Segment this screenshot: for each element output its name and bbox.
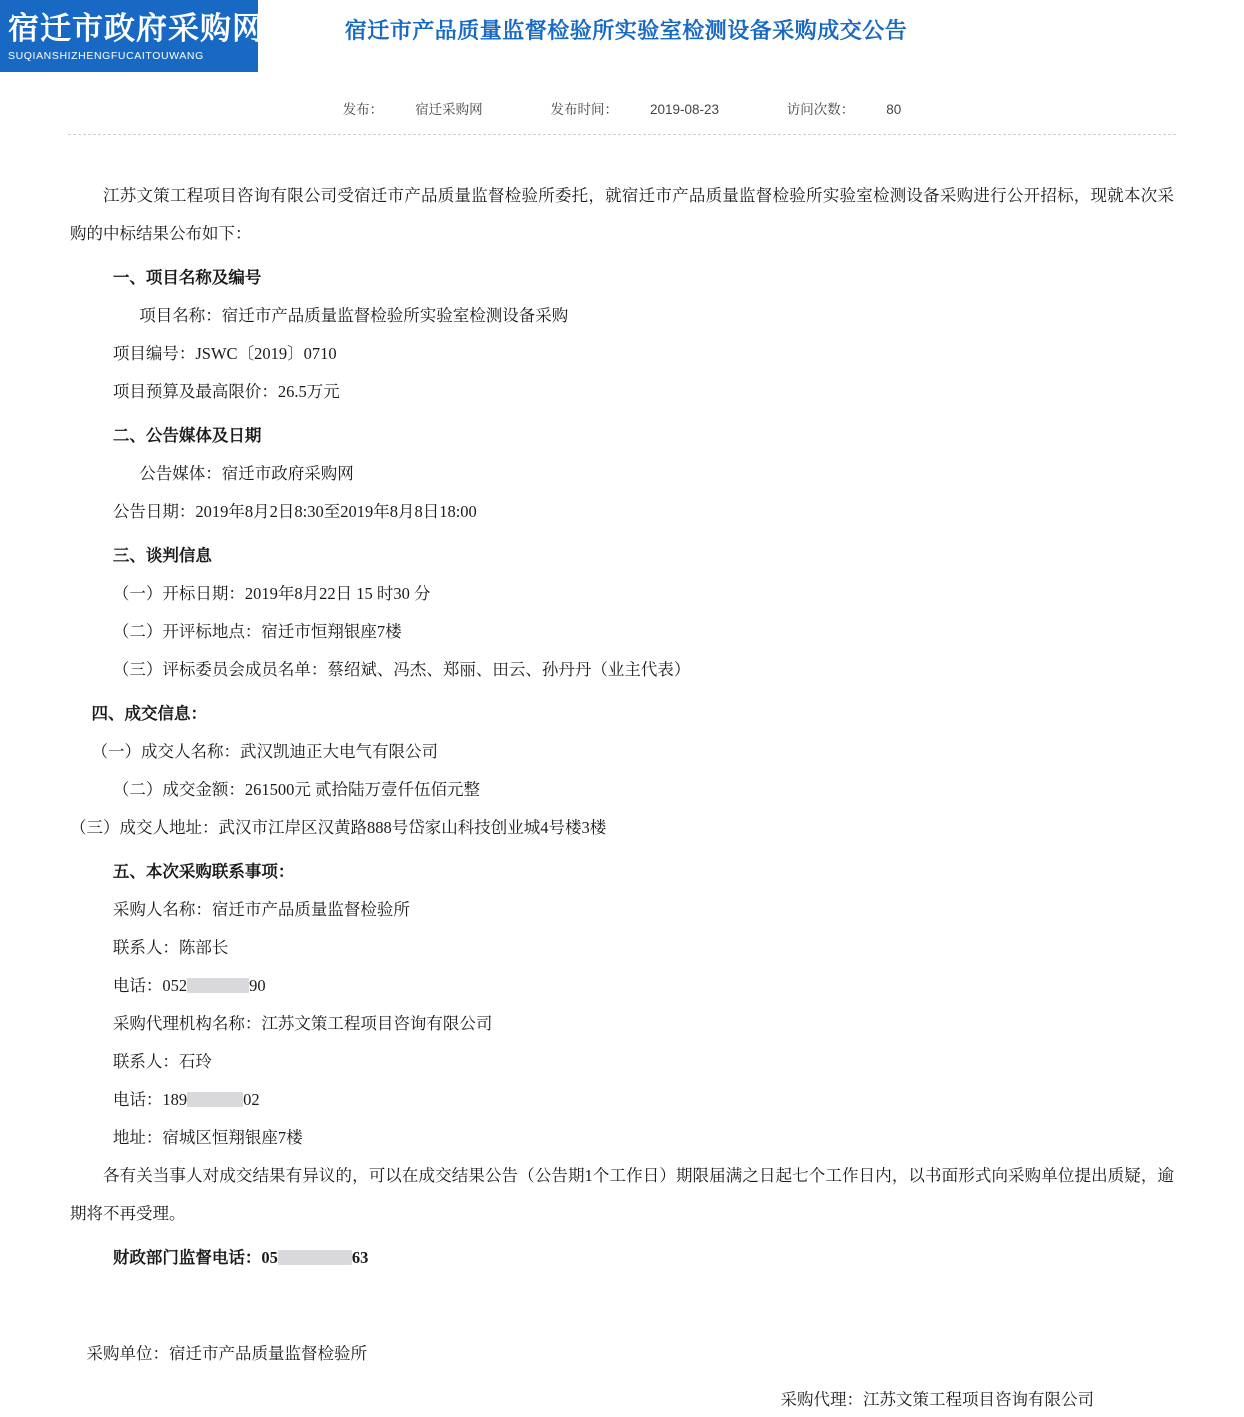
footer-agent-value: 江苏文策工程项目咨询有限公司: [863, 1390, 1094, 1409]
site-logo[interactable]: [0, 0, 264, 72]
buyer-contact-label: 联系人：: [112, 938, 179, 957]
redacted-block-icon: [187, 978, 249, 993]
site-logo-title: 宿迁市政府采购网: [8, 10, 264, 46]
footer-agent-label: 采购代理：: [780, 1390, 863, 1409]
meta-publisher: [327, 102, 499, 117]
meta-views-value: 80: [886, 102, 902, 117]
winner-amount: （二）成交金额：261500元 贰拾陆万壹仟伍佰元整: [112, 780, 481, 799]
winner-address: （三）成交人地址：武汉市江岸区汉黄路888号岱家山科技创业城4号楼3楼: [70, 818, 607, 837]
bid-open-date: （一）开标日期：2019年8月22日 15 时30 分: [112, 584, 431, 603]
agency-phone-suffix: 02: [243, 1090, 260, 1109]
article-body: [0, 135, 1244, 1297]
objection-paragraph: 各有关当事人对成交结果有异议的，可以在成交结果公告（公告期1个工作日）期限届满之日起七个工作日内，以书面形式向采购单位提出质疑，逾期将不再受理。: [70, 1166, 1174, 1223]
buyer-name: 采购人名称：宿迁市产品质量监督检验所: [112, 900, 410, 919]
meta-views: [771, 102, 918, 117]
article-meta: [0, 76, 1244, 134]
supervise-phone-label: 财政部门监督电话：: [112, 1248, 262, 1267]
agency-phone-prefix: 189: [162, 1090, 188, 1109]
announce-date: 公告日期：2019年8月2日8:30至2019年8月8日18:00: [112, 502, 477, 521]
page-header: [0, 0, 1244, 76]
buyer-contact-value: 陈部长: [178, 938, 229, 957]
footer-buyer: [70, 1337, 1174, 1371]
winner-name: （一）成交人名称：武汉凯迪正大电气有限公司: [91, 742, 438, 761]
meta-publisher-label: 发布：: [342, 102, 384, 117]
lead-paragraph: 江苏文策工程项目咨询有限公司受宿迁市产品质量监督检验所委托，就宿迁市产品质量监督检验所实验室检测设备采购进行公开招标，现就本次采购的中标结果公布如下：: [70, 186, 1174, 243]
site-logo-pinyin: SUQIANSHIZHENGFUCAITOUWANG: [8, 49, 204, 62]
project-name: 项目名称：宿迁市产品质量监督检验所实验室检测设备采购: [139, 306, 569, 325]
agency-contact-label: 联系人：: [112, 1052, 179, 1071]
agency-phone-label: 电话：: [112, 1090, 163, 1109]
agency-address-label: 地址：: [112, 1128, 163, 1147]
footer-buyer-label: 采购单位：: [86, 1344, 169, 1363]
agency-name: 采购代理机构名称：江苏文策工程项目咨询有限公司: [112, 1014, 493, 1033]
section-2-title: 二、公告媒体及日期: [112, 426, 262, 445]
supervise-phone: [70, 1239, 1174, 1277]
buyer-phone: [70, 967, 1174, 1005]
buyer-contact: [70, 929, 1174, 967]
agency-contact: [70, 1043, 1174, 1081]
agency-phone: [70, 1081, 1174, 1119]
bid-open-place: （二）开评标地点：宿迁市恒翔银座7楼: [112, 622, 402, 641]
project-budget: 项目预算及最高限价：26.5万元: [112, 382, 340, 401]
meta-time-value: 2019-08-23: [649, 102, 720, 117]
redacted-block-icon: [187, 1092, 243, 1107]
buyer-phone-prefix: 052: [162, 976, 188, 995]
section-1-title: 一、项目名称及编号: [112, 268, 262, 287]
project-code: 项目编号：JSWC〔2019〕0710: [112, 344, 337, 363]
review-committee: （三）评标委员会成员名单：蔡绍斌、冯杰、郑丽、田云、孙丹丹（业主代表）: [112, 660, 691, 679]
supervise-phone-prefix: 05: [261, 1248, 278, 1267]
meta-time-label: 发布时间：: [550, 102, 618, 117]
section-5-title: 五、本次采购联系事项：: [112, 862, 295, 881]
announce-media: 公告媒体：宿迁市政府采购网: [139, 464, 354, 483]
section-4-title: 四、成交信息：: [91, 704, 207, 723]
page-title: 宿迁市产品质量监督检验所实验室检测设备采购成交公告: [344, 18, 908, 43]
meta-views-label: 访问次数：: [786, 102, 855, 117]
redacted-block-icon: [278, 1250, 352, 1265]
article-footer: [0, 1297, 1244, 1417]
footer-buyer-value: 宿迁市产品质量监督检验所: [169, 1344, 367, 1363]
section-3-title: 三、谈判信息: [112, 546, 212, 565]
meta-time: [534, 102, 735, 117]
supervise-phone-suffix: 63: [351, 1248, 369, 1267]
buyer-phone-label: 电话：: [112, 976, 163, 995]
agency-address: [70, 1119, 1174, 1157]
meta-publisher-value: 宿迁采购网: [415, 102, 483, 117]
buyer-phone-suffix: 90: [249, 976, 266, 995]
agency-address-value: 宿城区恒翔银座7楼: [162, 1128, 303, 1147]
agency-contact-value: 石玲: [178, 1052, 212, 1071]
footer-agent: [70, 1383, 1174, 1417]
